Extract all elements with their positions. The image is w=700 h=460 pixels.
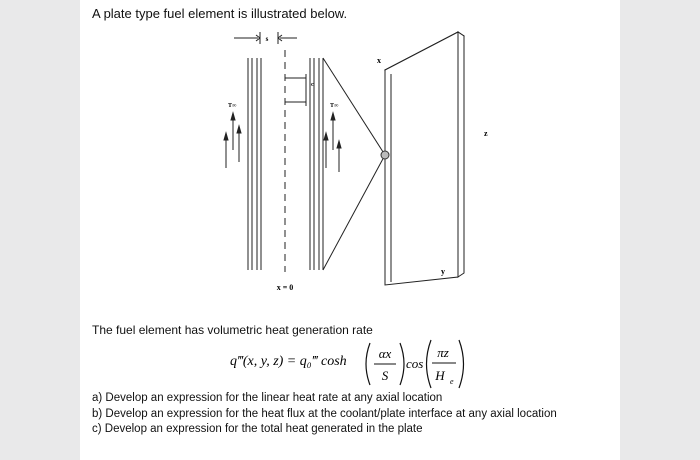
projection-lines <box>323 58 385 270</box>
right-plate <box>310 58 323 270</box>
plate-3d <box>385 32 464 285</box>
origin-label: x = 0 <box>276 283 294 292</box>
question-list <box>92 391 557 438</box>
intro-text: The fuel element has volumetric heat generation rate <box>92 323 373 337</box>
t-inf-left-label: T∞ <box>228 103 237 109</box>
equation-lhs: q‴(x, y, z) = q₀‴ cosh <box>230 354 347 369</box>
t-inf-right-label: T∞ <box>330 103 339 109</box>
equation-cos: cos <box>406 356 424 371</box>
axis-y-label: y <box>441 267 445 276</box>
heat-generation-equation <box>230 340 464 388</box>
dim-s-label: s <box>265 35 269 43</box>
frac2-denominator: H <box>435 368 445 383</box>
coolant-flow-arrows-left <box>224 113 241 168</box>
axis-x-label: x <box>377 56 381 65</box>
question-b: b) Develop an expression for the heat flux at the coolant/plate interface at any axial location <box>92 407 557 420</box>
frac1-numerator: αx <box>378 346 392 361</box>
section-point <box>381 151 389 159</box>
frac2-denominator-sub: e <box>450 377 454 386</box>
axis-z-label: z <box>484 129 488 138</box>
problem-title: A plate type fuel element is illustrated below. <box>92 6 348 21</box>
dim-c-label: c <box>311 82 314 88</box>
question-c: c) Develop an expression for the total heat generated in the plate <box>92 423 423 435</box>
coolant-flow-arrows-right <box>324 113 341 172</box>
left-plate <box>248 58 261 270</box>
question-a: a) Develop an expression for the linear heat rate at any axial location <box>92 392 443 404</box>
dimension-c <box>285 74 306 106</box>
frac1-denominator: S <box>381 368 389 383</box>
frac2-numerator: πz <box>437 345 449 360</box>
